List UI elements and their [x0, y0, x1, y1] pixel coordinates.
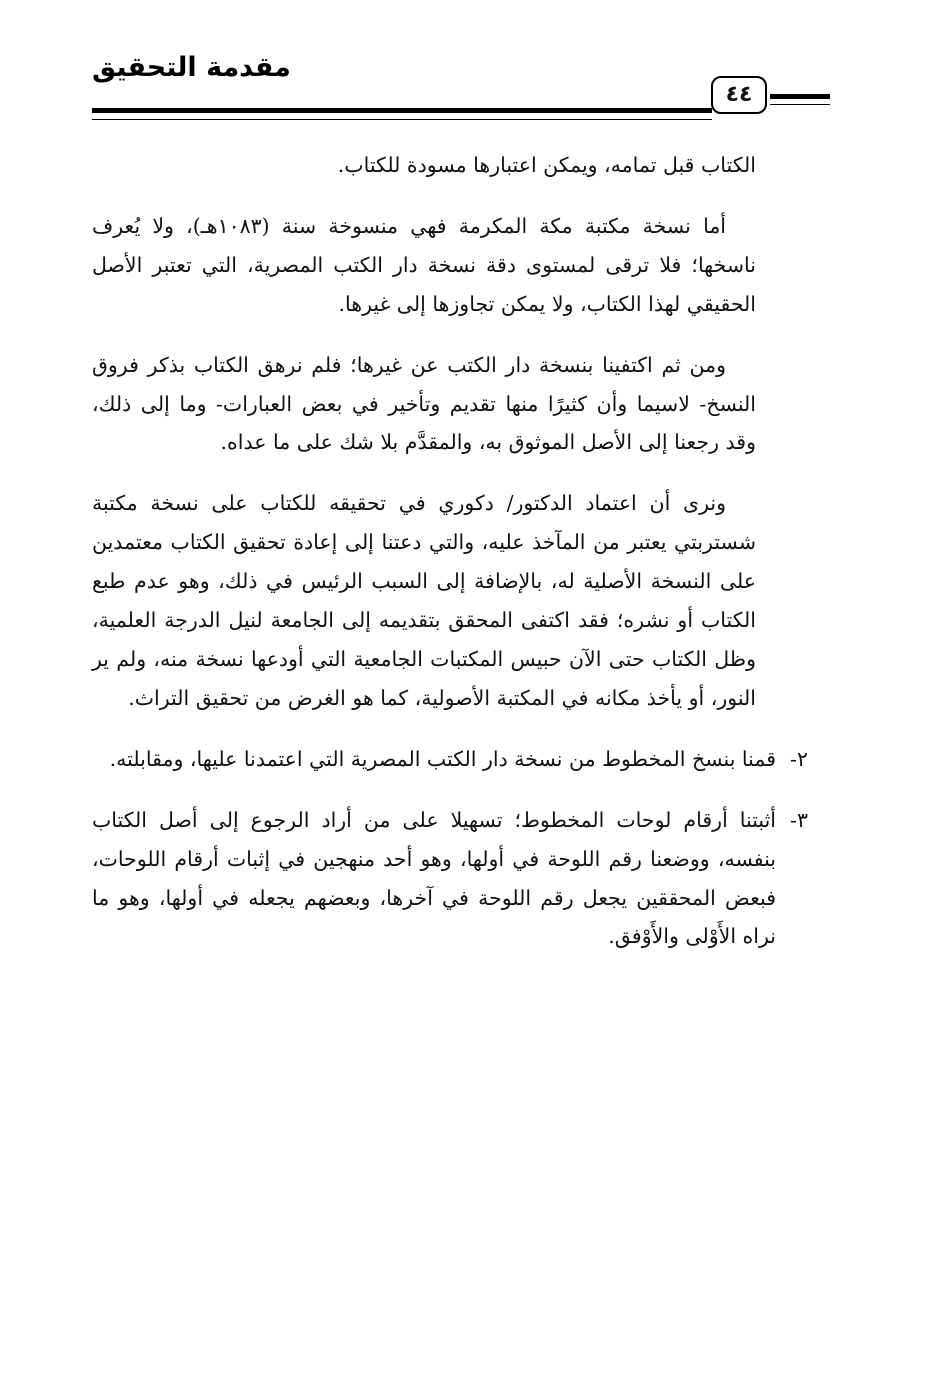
header-rule-thick-right: [770, 94, 830, 99]
paragraph-2: أما نسخة مكتبة مكة المكرمة فهي منسوخة سنة (١٠٨٣هـ)، ولا يُعرف ناسخها؛ فلا ترقى لمستوى دقة نسخة دار الكتب المصرية، التي تعتبر الأصل الحقيقي لهذا الكتاب، ولا يمكن تجاوزها إلى غيرها.: [92, 213, 756, 316]
body-text: [92, 146, 808, 956]
paragraph-4: ونرى أن اعتماد الدكتور/ دكوري في تحقيقه للكتاب على نسخة مكتبة شستربتي يعتبر من المآخذ عليه، والتي دعتنا إلى إعادة تحقيق الكتاب معتمدين على النسخة الأصلية له، بالإضافة إلى السبب الرئيس في ذلك، وهو عدم طبع الكتاب أو نشره؛ فقد اكتفى المحقق بتقديمه إلى الجامعة لنيل الدرجة العلمية، وظل الكتاب حتى الآن حبيس المكتبات الجامعية التي أودعها نسخة منه، ولم ير النور، أو يأخذ مكانه في المكتبة الأصولية، كما هو الغرض من تحقيق التراث.: [92, 491, 756, 710]
page-number-frame: [711, 76, 767, 114]
paragraph-gap: [92, 324, 756, 346]
item-number: ٣-: [790, 807, 808, 832]
header-rule-thin-right: [770, 104, 830, 105]
paragraph-gap: [92, 718, 756, 740]
item-number: ٢-: [790, 746, 808, 771]
paragraph-1: الكتاب قبل تمامه، ويمكن اعتبارها مسودة للكتاب.: [337, 153, 756, 177]
page-header: [0, 0, 929, 140]
item-text: قمنا بنسخ المخطوط من نسخة دار الكتب المصرية التي اعتمدنا عليها، ومقابلته.: [109, 746, 776, 771]
paragraph-gap: [92, 462, 756, 484]
paragraph-gap: [92, 185, 756, 207]
page-number: ٤٤: [725, 82, 753, 107]
header-rule-thin: [92, 119, 712, 120]
item-text: أثبتنا أرقام لوحات المخطوط؛ تسهيلا على من أراد الرجوع إلى أصل الكتاب بنفسه، ووضعنا رقم اللوحة في أولها، وهو أحد منهجين في إثبات أرقام اللوحات، فبعض المحققين يجعل رقم اللوحة في آخرها، وبعضهم يجعله في أولها، وهو ما نراه الأَوْلى والأَوْفق.: [92, 807, 776, 949]
numbered-item-2: [92, 740, 808, 779]
paragraph-3: ومن ثم اكتفينا بنسخة دار الكتب عن غيرها؛ فلم نرهق الكتاب بذكر فروق النسخ- لاسيما وأن كثيرًا منها تقديم وتأخير في بعض العبارات- وما إلى ذلك، وقد رجعنا إلى الأصل الموثوق به، والمقدَّم بلا شك على ما عداه.: [92, 352, 756, 455]
paragraph-gap: [92, 779, 756, 801]
header-rule-thick: [92, 108, 712, 113]
running-title: مقدمة التحقيق: [92, 52, 291, 83]
numbered-item-3: [92, 801, 808, 957]
